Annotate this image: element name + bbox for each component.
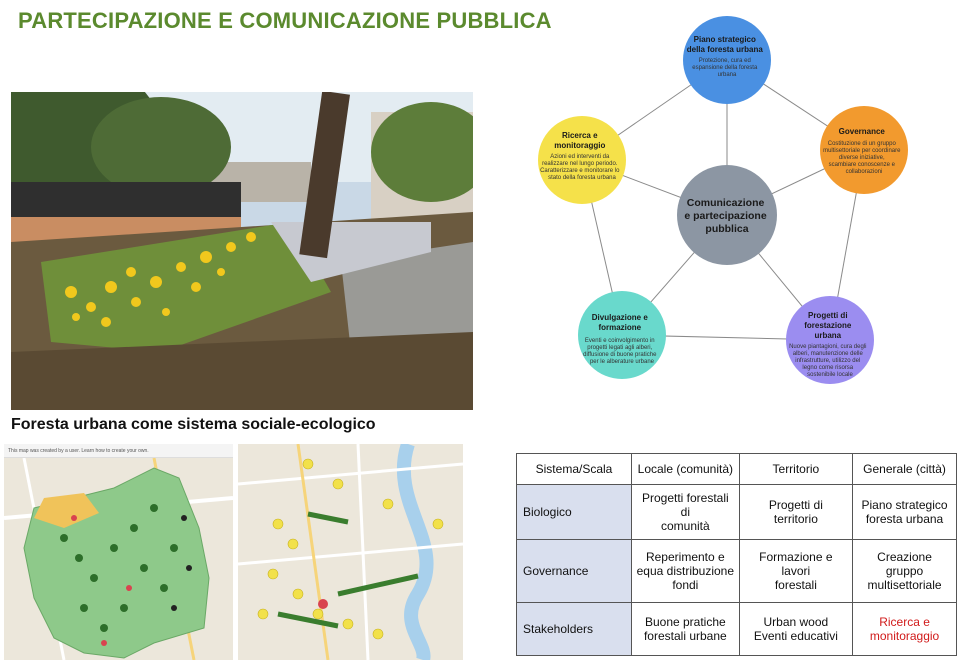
map-banner: This map was created by a user. Learn how to create your own.: [4, 444, 233, 458]
table-row: [517, 603, 957, 656]
urban-garden-photo: [11, 92, 473, 410]
table-cell: Piano strategico foresta urbana: [853, 485, 957, 540]
table-row: [517, 485, 957, 540]
city-map-right[interactable]: [238, 444, 463, 660]
slide-title: PARTECIPAZIONE E COMUNICAZIONE PUBBLICA: [18, 8, 552, 33]
svg-text:Governance Costituzione: Governance Costituzione di un gruppo multisettoriale per coordinare diverse iniziative, scambiare conoscenze e collaborazioni: [823, 127, 901, 175]
svg-text:Piano strategico della f: Piano strategico della foresta urbana Protezione, cura ed espansione della foresta urbana: [686, 35, 763, 78]
svg-text:Ricerca e monitoraggio: Ricerca e monitoraggio Azioni ed interventi da realizzare nel lungo periodo. Caratterizzare e monitorare lo stato della foresta urbana: [540, 131, 620, 181]
photo-caption: Foresta urbana come sistema sociale-ecologico: [11, 416, 376, 433]
table-header: Locale (comunità): [632, 454, 740, 485]
table-row: [517, 540, 957, 603]
center-title-line: e partecipazione: [684, 210, 767, 222]
highlighted-cell: Ricerca e monitoraggio: [853, 603, 957, 656]
table-cell: Progetti di territorio: [739, 485, 852, 540]
table-header: Sistema/Scala: [517, 454, 632, 485]
row-label: Biologico: [517, 485, 632, 540]
table-header: Territorio: [739, 454, 852, 485]
table-header-row: [517, 454, 957, 485]
table-cell: Creazione gruppo multisettoriale: [853, 540, 957, 603]
table-cell: Progetti forestali di comunità: [632, 485, 740, 540]
table-cell: Urban wood Eventi educativi: [739, 603, 852, 656]
table-header: Generale (città): [853, 454, 957, 485]
svg-text:Progetti di forestazione: Progetti di forestazione urbana Nuove piantagioni, cura degli alberi, manutenzione delle infrastrutture, utilizzo del legno come risorsa sostenibile locale: [789, 311, 867, 378]
svg-text:Divulgazione e formazion: Divulgazione e formazione Eventi e coinvolgimento in progetti legati agli alberi, diffusione di buone pratiche per le alberature urbane: [583, 313, 657, 365]
scale-matrix-table: [516, 453, 957, 656]
row-label: Stakeholders: [517, 603, 632, 656]
node-dissemination: [578, 291, 666, 379]
table-cell: Buone pratiche forestali urbane: [632, 603, 740, 656]
row-label: Governance: [517, 540, 632, 603]
table-cell: Formazione e lavori forestali: [739, 540, 852, 603]
center-title-line: pubblica: [705, 223, 749, 235]
center-title-line: Comunicazione: [686, 197, 765, 209]
park-map-left[interactable]: [4, 444, 233, 660]
governance-diagram: [520, 0, 960, 415]
table-cell: Reperimento e equa distribuzione fondi: [632, 540, 740, 603]
